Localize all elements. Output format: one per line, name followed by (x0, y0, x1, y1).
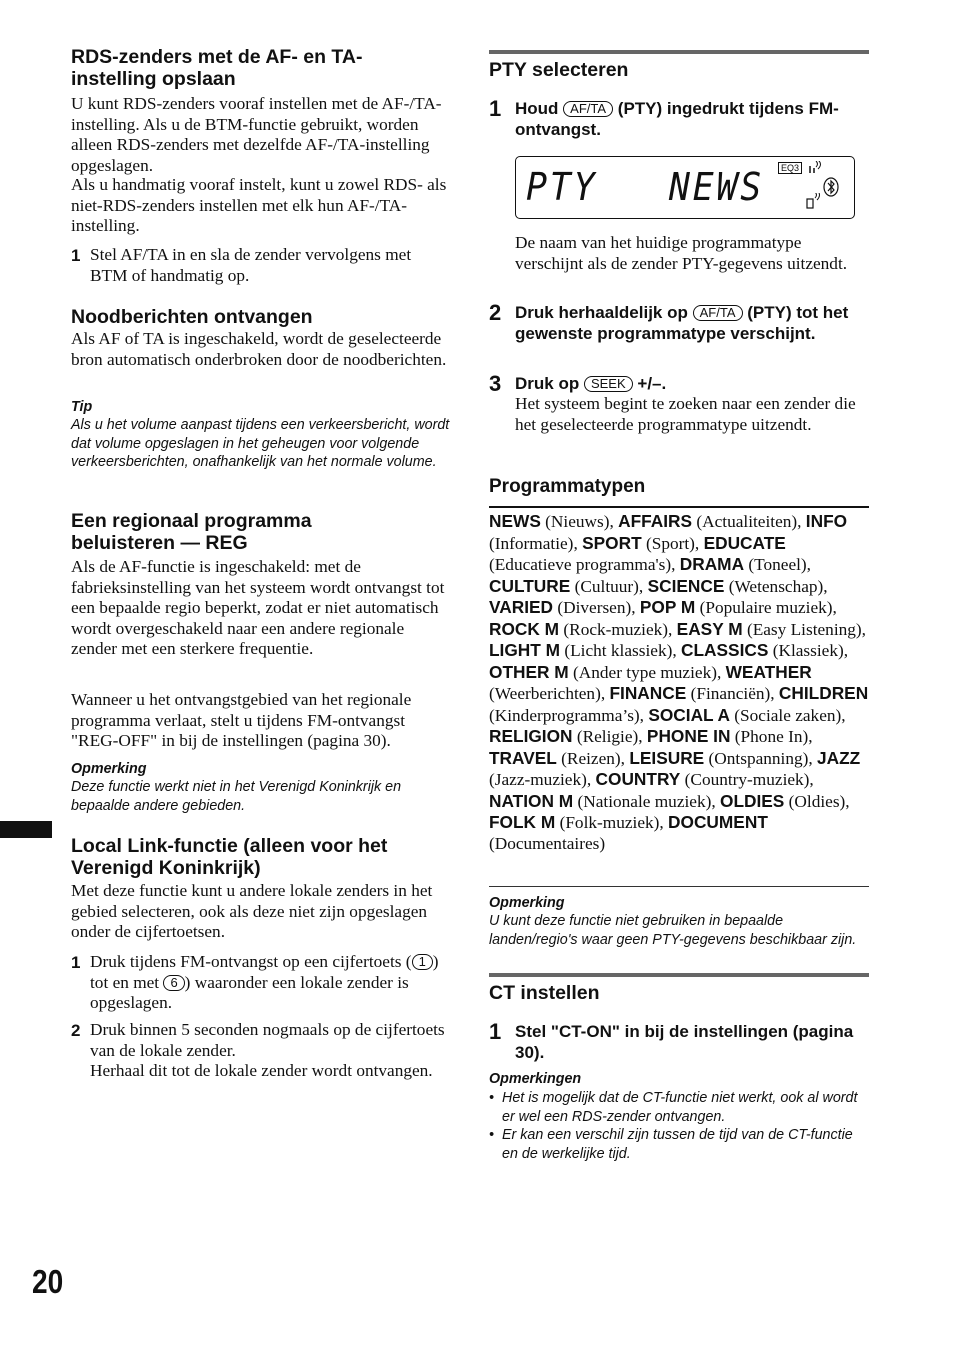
programme-type-description: (Easy Listening), (746, 619, 866, 639)
list-item-text: Er kan een verschil zijn tussen de tijd van de CT-functie en de werkelijke tijd. (502, 1127, 853, 1162)
programme-type-description: (Ander type muziek), (573, 662, 726, 682)
section-title-programmatypen: Programmatypen (489, 476, 646, 497)
programme-type-code: WEATHER (725, 661, 812, 682)
note-heading: Opmerking (489, 895, 565, 911)
programme-type-code: CULTURE (489, 575, 571, 596)
programme-type-description: (Cultuur), (574, 576, 648, 596)
step-text (515, 374, 869, 395)
programme-type-code: EASY M (676, 618, 743, 639)
programme-type-code: SCIENCE (647, 575, 725, 596)
section-title-noodberichten: Noodberichten ontvangen (71, 306, 313, 328)
programme-type-description: (Folk-muziek), (559, 813, 669, 832)
list-item (489, 1126, 869, 1163)
tip-text: Als u het volume aanpast tijdens een verkeersbericht, wordt dat volume opgeslagen in het geheugen voor volgende verkeersberichten, onafhankelijk van het normale volume. (71, 417, 450, 470)
note-heading: Opmerking (71, 761, 147, 777)
af-ta-button[interactable]: AF/TA (693, 305, 743, 321)
programme-type-code: FOLK M (489, 812, 556, 832)
step-text-part: (PTY) ingedrukt tijdens FM-ontvangst. (515, 99, 839, 139)
lcd-display (515, 156, 855, 219)
step-number: 1 (71, 246, 81, 265)
step-number: 1 (71, 953, 81, 972)
step-number: 1 (489, 1019, 502, 1044)
step-text: Stel AF/TA in en sla de zender vervolgens met BTM of handmatig op. (90, 245, 412, 285)
programme-type-description: (Nieuws), (545, 512, 619, 531)
programme-types-list (489, 511, 869, 854)
programme-type-code: SOCIAL A (648, 704, 730, 725)
step-text (515, 99, 869, 140)
step-number: 2 (489, 300, 502, 325)
step-text-part: Houd (515, 99, 559, 118)
step-text-part: (PTY) tot het gewenste programmatype verschijnt. (515, 303, 849, 343)
programme-type-description: (Ontspanning), (708, 748, 818, 768)
programme-type-description: (Jazz-muziek), (489, 770, 596, 789)
programme-type-code: INFO (805, 511, 848, 531)
step-text (515, 303, 869, 344)
page-number: 20 (32, 1263, 64, 1300)
step-number: 1 (489, 96, 502, 121)
programme-type-code: OLDIES (720, 790, 785, 811)
programme-type-description: (Kinderprogramma’s), (489, 705, 649, 725)
programme-type-description: (Documentaires) (489, 833, 606, 853)
section-rule (489, 50, 869, 54)
programme-type-code: POP M (639, 597, 696, 617)
seek-button[interactable]: SEEK (584, 376, 633, 392)
programme-type-code: RELIGION (489, 726, 573, 746)
paragraph: De naam van het huidige programmatype verschijnt als de zender PTY-gegevens uitzendt. (515, 233, 848, 273)
programme-type-description: (Klassiek), (772, 641, 849, 660)
programme-type-description: (Sport), (645, 533, 704, 553)
programme-type-code: VARIED (489, 597, 554, 617)
list-item (489, 1089, 869, 1126)
paragraph: Het systeem begint te zoeken naar een zender die het geselecteerde programmatype uitzendt. (515, 394, 856, 434)
programme-type-code: CLASSICS (681, 640, 769, 660)
af-ta-button[interactable]: AF/TA (563, 101, 613, 117)
step-text-part: +/–. (637, 374, 667, 393)
step-text (90, 952, 451, 1014)
section-title-reg: Een regionaal programma beluisteren — REG (71, 510, 312, 554)
programme-type-code: DOCUMENT (668, 812, 768, 832)
programme-type-description: (Educatieve programma's), (489, 555, 680, 574)
programme-type-code: NATION M (489, 790, 574, 811)
section-title-pty: PTY selecteren (489, 59, 629, 81)
programme-type-description: (Nationale muziek), (577, 791, 720, 811)
tip-heading: Tip (71, 399, 93, 415)
key-6-button[interactable]: 6 (163, 975, 184, 991)
section-title-ct: CT instellen (489, 982, 600, 1004)
programme-type-description: (Weerberichten), (489, 684, 610, 703)
programme-type-code: EDUCATE (703, 532, 786, 553)
step-text: Stel "CT-ON" in bij de instellingen (pagina 30). (515, 1022, 854, 1062)
programme-type-description: (Actualiteiten), (696, 512, 806, 531)
programme-type-code: LIGHT M (489, 640, 561, 660)
programme-type-description: (Rock-muziek), (563, 619, 677, 639)
note-text: Deze functie werkt niet in het Verenigd Koninkrijk en bepaalde andere gebieden. (71, 779, 402, 814)
paragraph: Als AF of TA is ingeschakeld, wordt de geselecteerde bron automatisch onderbroken door de noodberichten. (71, 329, 447, 369)
programme-type-description: (Licht klassiek), (564, 641, 681, 660)
notes-list (489, 1089, 869, 1163)
programme-type-code: AFFAIRS (618, 511, 693, 531)
step-text: Druk binnen 5 seconden nogmaals op de cijfertoets van de lokale zender. (90, 1020, 445, 1060)
step-number: 3 (489, 371, 502, 396)
bullet: • (489, 1090, 495, 1106)
paragraph: Als u handmatig vooraf instelt, kunt u zowel RDS- als niet-RDS-zenders instellen met elk hun AF-/TA-instelling. (71, 175, 447, 235)
programme-type-code: OTHER M (489, 661, 569, 682)
step-text-part: ) waaronder een lokale zender is opgeslagen. (90, 972, 409, 1012)
programme-type-description: (Financiën), (690, 684, 779, 703)
programme-type-description: (Populaire muziek), (699, 598, 837, 617)
programme-type-description: (Religie), (576, 727, 647, 746)
notes-heading: Opmerkingen (489, 1071, 582, 1087)
bluetooth-icon (823, 177, 839, 202)
programme-type-description: (Toneel), (748, 555, 811, 574)
key-1-button[interactable]: 1 (412, 954, 433, 970)
programme-type-description: (Oldies), (788, 791, 850, 811)
programme-type-description: (Diversen), (557, 598, 640, 617)
section-title-local-link: Local Link-functie (alleen voor het Verenigd Koninkrijk) (71, 835, 388, 879)
programme-type-code: CHILDREN (778, 683, 869, 703)
programme-type-description: (Informatie), (489, 533, 583, 553)
programme-type-code: ROCK M (489, 618, 560, 639)
programme-type-code: DRAMA (679, 554, 745, 574)
programme-type-code: SPORT (582, 532, 642, 553)
programme-type-description: (Sociale zaken), (734, 705, 846, 725)
note-text: U kunt deze functie niet gebruiken in bepaalde landen/regio's waar geen PTY-gegevens beschikbaar zijn. (489, 913, 857, 948)
programme-type-code: LEISURE (629, 747, 705, 768)
bullet: • (489, 1127, 495, 1143)
programme-type-code: NEWS (489, 511, 541, 531)
paragraph: Met deze functie kunt u andere lokale zenders in het gebied selecteren, ook als deze niet zijn opgeslagen onder de cijfertoetsen. (71, 881, 433, 941)
divider (489, 886, 869, 887)
list-item-text: Het is mogelijk dat de CT-functie niet werkt, ook al wordt er wel een RDS-zender ontvangen. (502, 1090, 858, 1125)
programme-type-code: JAZZ (817, 747, 861, 768)
paragraph: Als de AF-functie is ingeschakeld: met de fabrieksinstelling van het systeem wordt ontvangst tot een bepaalde regio beperkt, zodat er niet automatisch wordt overgeschakeld naar een andere regionale zender met een sterkere frequentie. (71, 557, 445, 658)
programme-type-code: TRAVEL (489, 747, 557, 768)
step-text: Herhaal dit tot de lokale zender wordt ontvangen. (90, 1061, 433, 1080)
programme-type-code: PHONE IN (646, 726, 731, 746)
section-rule (489, 506, 869, 508)
programme-type-description: (Wetenschap), (728, 576, 828, 596)
paragraph: U kunt RDS-zenders vooraf instellen met de AF-/TA-instelling. Als u de BTM-functie gebruikt, worden alleen RDS-zenders met dezelfde AF-/TA-instelling opgeslagen. (71, 94, 442, 175)
signal-icon (808, 161, 824, 180)
page-tab-marker (0, 821, 52, 838)
section-rule (489, 973, 869, 977)
step-text-part: Druk tijdens FM-ontvangst op een cijfertoets ( (90, 952, 412, 971)
section-title-rds-af-ta: RDS-zenders met de AF- en TA-instelling opslaan (71, 46, 363, 90)
step-text-part: Druk herhaaldelijk op (515, 303, 688, 322)
step-number: 2 (71, 1021, 81, 1040)
step-text-part: ) tot en met (90, 952, 439, 992)
step-text-part: Druk op (515, 374, 580, 393)
programme-type-code: FINANCE (609, 683, 687, 703)
paragraph: Wanneer u het ontvangstgebied van het regionale programma verlaat, stelt u tijdens FM-ontvangst "REG-OFF" in bij de instellingen (pagina 30). (71, 690, 412, 750)
eq-indicator: EQ3 (778, 162, 802, 174)
programme-type-description: (Reizen), (561, 748, 630, 768)
programme-type-description: (Country-muziek), (684, 770, 814, 789)
phone-icon (806, 193, 822, 214)
programme-type-description: (Phone In), (734, 727, 813, 746)
programme-type-code: COUNTRY (595, 769, 681, 789)
display-text: PTY NEWS (526, 165, 765, 209)
